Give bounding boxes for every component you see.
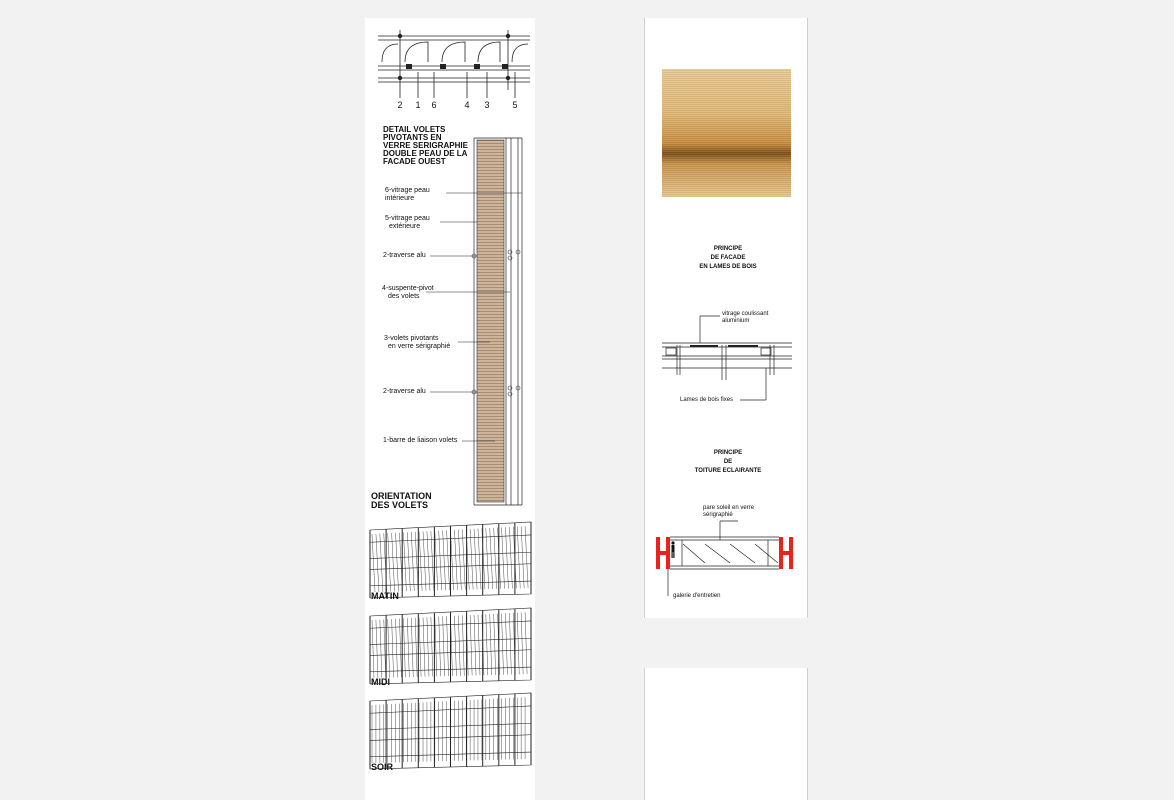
state-midi: MIDI bbox=[371, 677, 390, 687]
label-sunshade-line-2: sérigraphié bbox=[703, 512, 733, 518]
detail-title-line-3: VERRE SERIGRAPHIE bbox=[383, 141, 468, 150]
callout-5-line-1: 5-vitrage peau bbox=[385, 215, 430, 222]
callout-4-line-2: des volets bbox=[388, 293, 420, 300]
label-1: 1 bbox=[415, 100, 421, 110]
facade-title-line-2: DE FACADE bbox=[710, 255, 746, 261]
label-6: 6 bbox=[431, 100, 437, 110]
callout-2a: 2-traverse alu bbox=[383, 252, 426, 259]
roof-title-line-3: TOITURE ECLAIRANTE bbox=[694, 468, 762, 474]
detail-title-line-5: FACADE OUEST bbox=[383, 157, 446, 166]
detail-title-line-1: DETAIL VOLETS bbox=[383, 125, 446, 134]
callout-4-line-1: 4-suspente-pivot bbox=[382, 285, 434, 292]
callout-3-line-1: 3-volets pivotants bbox=[384, 335, 439, 342]
roof-title-line-1: PRINCIPE bbox=[713, 450, 743, 456]
callout-3-line-2: en verre sérigraphié bbox=[388, 343, 451, 350]
callout-6-line-2: intérieure bbox=[385, 195, 415, 202]
label-glazing-line-1: vitrage coulissant bbox=[722, 311, 769, 317]
label-sunshade-line-1: pare soleil en verre bbox=[703, 505, 755, 511]
roof-title-line-2: DE bbox=[723, 459, 733, 465]
label-slats: Lames de bois fixes bbox=[680, 397, 734, 403]
label-gallery: galerie d'entretien bbox=[673, 593, 721, 599]
callout-6-line-1: 6-vitrage peau bbox=[385, 187, 430, 194]
detail-title-line-2: PIVOTANTS EN bbox=[383, 133, 442, 142]
orientation-title-line-1: ORIENTATION bbox=[371, 491, 432, 501]
state-matin: MATIN bbox=[371, 591, 399, 601]
label-2: 2 bbox=[397, 100, 403, 110]
orientation-title-line-2: DES VOLETS bbox=[371, 500, 429, 510]
state-soir: SOIR bbox=[371, 762, 394, 772]
label-3: 3 bbox=[484, 100, 490, 110]
detail-title-line-4: DOUBLE PEAU DE LA bbox=[383, 149, 468, 158]
callout-1: 1-barre de liaison volets bbox=[383, 437, 458, 444]
callout-5-line-2: extérieure bbox=[389, 223, 421, 230]
facade-title-line-3: EN LAMES DE BOIS bbox=[699, 264, 757, 270]
label-4: 4 bbox=[464, 100, 470, 110]
facade-title-line-1: PRINCIPE bbox=[713, 246, 743, 252]
label-5: 5 bbox=[512, 100, 518, 110]
callout-2b: 2-traverse alu bbox=[383, 388, 426, 395]
label-glazing-line-2: aluminium bbox=[722, 318, 750, 324]
